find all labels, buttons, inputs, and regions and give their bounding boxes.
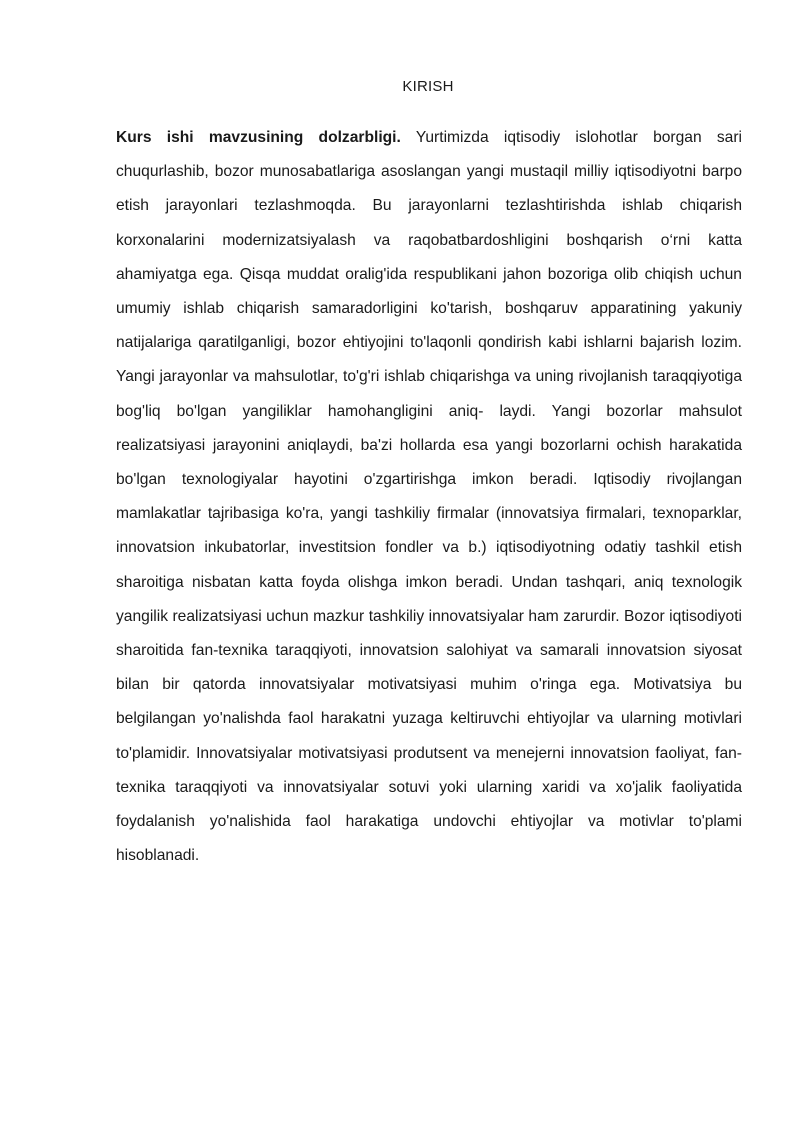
section-heading: KIRISH [402, 78, 454, 95]
intro-paragraph [116, 121, 742, 873]
lead-bold-text: Kurs ishi mavzusining dolzarbligi. [116, 129, 401, 146]
paragraph-text: Yurtimizda iqtisodiy islohotlar borgan sari chuqurlashib, bozor munosabatlariga asoslangan yangi mustaqil milliy iqtisodiyotni barpo etish jarayonlari tezlashmoqda. Bu jarayonlarni tezlashtirishda ishlab chiqarish korxonalarini modernizatsiyalash va raqobatbardoshligini boshqarish o‘rni katta ahamiyatga ega. Qisqa muddat oralig'ida respublikani jahon bozoriga olib chiqish uchun umumiy ishlab chiqarish samaradorligini ko'tarish, boshqaruv apparatining yakuniy natijalariga qaratilganligi, bozor ehtiyojini to'laqonli qondirish kabi ishlarni bajarish lozim. Yangi jarayonlar va mahsulotlar, to'g'ri ishlab chiqarishga va uning rivojlanish taraqqiyotiga bog'liq bo'lgan yangiliklar hamohangligini aniq- laydi. Yangi bozorlar mahsulot realizatsiyasi jarayonini aniqlaydi, ba'zi hollarda esa yangi bozorlarni ochish harakatida bo'lgan texnologiyalar hayotini o'zgartirishga imkon beradi. Iqtisodiy rivojlangan mamlakatlar tajribasiga ko'ra, yangi tashkiliy firmalar (innovatsiya firmalari, texnoparklar, innovatsion inkubatorlar, investitsion fondler va b.) iqtisodiyotning odatiy tashkil etish sharoitiga nisbatan katta foyda olishga imkon beradi. Undan tashqari, aniq texnologik yangilik realizatsiyasi uchun mazkur tashkiliy innovatsiyalar ham zarurdir. Bozor iqtisodiyoti sharoitida fan-texnika taraqqiyoti, innovatsion salohiyat va samarali innovatsion siyosat bilan bir qatorda innovatsiyalar motivatsiyasi muhim o'ringa ega. Motivatsiya bu belgilangan yo'nalishda faol harakatni yuzaga keltiruvchi ehtiyojlar va ularning motivlari to'plamidir. Innovatsiyalar motivatsiyasi produtsent va menejerni innovatsion faoliyat, fan-texnika taraqqiyoti va innovatsiyalar sotuvi yoki ularning xaridi va xo'jalik faoliyatida foydalanish yo'nalishida faol harakatiga undovchi ehtiyojlar va motivlar to'plami hisoblanadi. [116, 129, 742, 865]
body-text [116, 121, 742, 873]
